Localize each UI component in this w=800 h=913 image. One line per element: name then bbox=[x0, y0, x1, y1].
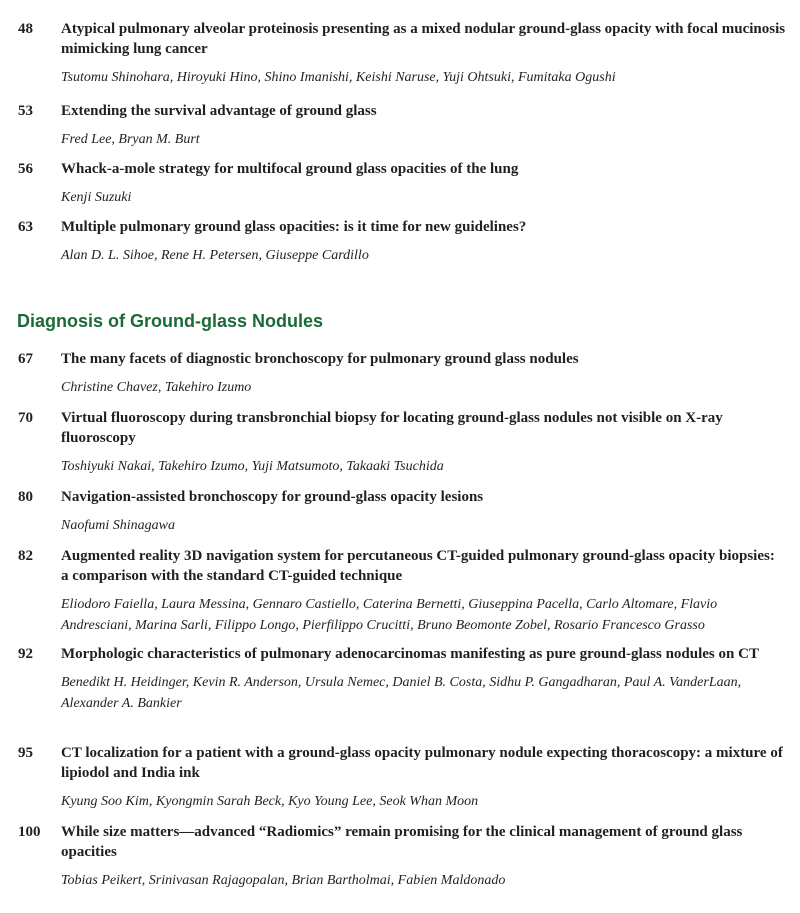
article-authors: Tobias Peikert, Srinivasan Rajagopalan, Brian Bartholmai, Fabien Maldonado bbox=[61, 873, 506, 888]
page-number: 67 bbox=[18, 351, 33, 367]
article-title[interactable]: Morphologic characteristics of pulmonary adenocarcinomas manifesting as pure ground-glass nodules on CT bbox=[61, 646, 759, 662]
page-number: 82 bbox=[18, 548, 33, 564]
article-title[interactable]: Navigation-assisted bronchoscopy for ground-glass opacity lesions bbox=[61, 489, 484, 505]
article-authors: Naofumi Shinagawa bbox=[61, 518, 175, 533]
page-number: 95 bbox=[18, 745, 33, 761]
page-number: 56 bbox=[18, 161, 33, 177]
page-number: 100 bbox=[18, 824, 41, 840]
article-title[interactable]: Extending the survival advantage of ground glass bbox=[61, 103, 377, 119]
article-authors: Benedikt H. Heidinger, Kevin R. Anderson, Ursula Nemec, Daniel B. Costa, Sidhu P. Gangadharan, Paul A. VanderLaan, Alexander A. Bankier bbox=[61, 675, 742, 711]
page-number: 53 bbox=[18, 103, 33, 119]
article-title[interactable]: Atypical pulmonary alveolar proteinosis presenting as a mixed nodular ground-glass opacity with focal mucinosis mimicking lung cancer bbox=[61, 21, 786, 57]
article-authors: Tsutomu Shinohara, Hiroyuki Hino, Shino Imanishi, Keishi Naruse, Yuji Ohtsuki, Fumitaka Ogushi bbox=[61, 70, 616, 85]
article-authors: Eliodoro Faiella, Laura Messina, Gennaro Castiello, Caterina Bernetti, Giuseppina Pacella, Carlo Altomare, Flavio Andresciani, Marina Sarli, Filippo Longo, Pierfilippo Crucitti, Bruno Beomonte Zobel, Rosario Francesco Grasso bbox=[61, 597, 718, 633]
article-title[interactable]: Augmented reality 3D navigation system for percutaneous CT-guided pulmonary ground-glass opacity biopsies: a comparison with the standard CT-guided technique bbox=[61, 548, 775, 584]
article-title[interactable]: While size matters—advanced “Radiomics” remain promising for the clinical management of ground glass opacities bbox=[61, 824, 743, 860]
article-authors: Toshiyuki Nakai, Takehiro Izumo, Yuji Matsumoto, Takaaki Tsuchida bbox=[61, 459, 444, 474]
page-number: 70 bbox=[18, 410, 33, 426]
page-number: 48 bbox=[18, 21, 33, 37]
article-authors: Christine Chavez, Takehiro Izumo bbox=[61, 380, 252, 395]
section-heading: Diagnosis of Ground-glass Nodules bbox=[17, 311, 324, 331]
article-authors: Kenji Suzuki bbox=[61, 190, 132, 205]
article-authors: Alan D. L. Sihoe, Rene H. Petersen, Giuseppe Cardillo bbox=[61, 248, 369, 263]
article-authors: Fred Lee, Bryan M. Burt bbox=[61, 132, 200, 147]
page-number: 92 bbox=[18, 646, 33, 662]
article-title[interactable]: The many facets of diagnostic bronchoscopy for pulmonary ground glass nodules bbox=[61, 351, 579, 367]
page-number: 80 bbox=[18, 489, 33, 505]
page-number: 63 bbox=[18, 219, 33, 235]
article-authors: Kyung Soo Kim, Kyongmin Sarah Beck, Kyo Young Lee, Seok Whan Moon bbox=[61, 794, 479, 809]
article-title[interactable]: Whack-a-mole strategy for multifocal ground glass opacities of the lung bbox=[61, 161, 519, 177]
article-title[interactable]: Virtual fluoroscopy during transbronchial biopsy for locating ground-glass nodules not visible on X-ray fluoroscopy bbox=[61, 410, 723, 446]
article-title[interactable]: CT localization for a patient with a ground-glass opacity pulmonary nodule expecting thoracoscopy: a mixture of lipiodol and India ink bbox=[61, 745, 783, 781]
article-title[interactable]: Multiple pulmonary ground glass opacities: is it time for new guidelines? bbox=[61, 219, 527, 235]
